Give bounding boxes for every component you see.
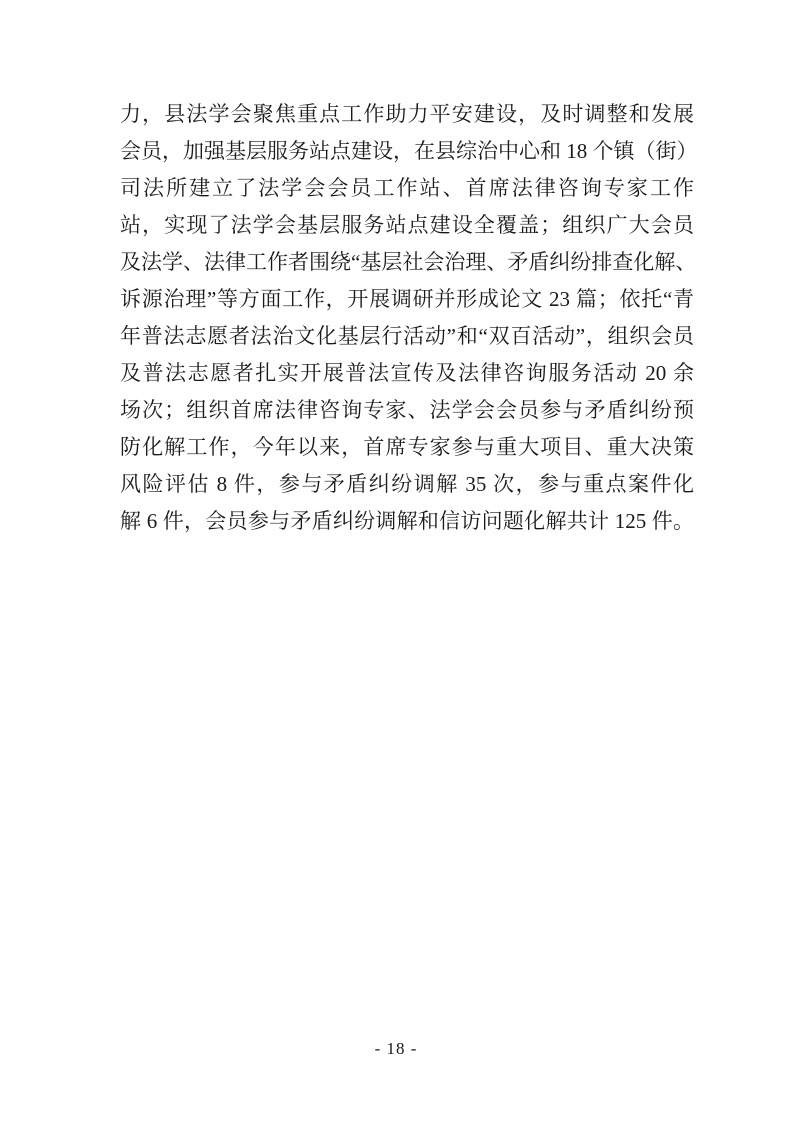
paragraph-line: 防化解工作，今年以来，首席专家参与重大项目、重大决策 [120,435,694,459]
paragraph-line: 司法所建立了法学会会员工作站、首席法律咨询专家工作 [120,176,694,200]
paragraph-line: 场次；组织首席法律咨询专家、法学会会员参与矛盾纠纷预 [120,398,694,422]
paragraph-line: 及普法志愿者扎实开展普法宣传及法律咨询服务活动 20 余 [120,361,694,385]
paragraph-line: 会员，加强基层服务站点建设，在县综治中心和 18 个镇（街） [120,139,698,163]
paragraph-line: 站，实现了法学会基层服务站点建设全覆盖；组织广大会员 [120,213,694,237]
paragraph-line: 诉源治理”等方面工作，开展调研并形成论文 23 篇；依托“青 [120,287,694,311]
page-number: - 18 - [374,1039,418,1058]
paragraph-line: 力，县法学会聚焦重点工作助力平安建设，及时调整和发展 [120,102,694,126]
paragraph-line: 风险评估 8 件，参与矛盾纠纷调解 35 次，参与重点案件化 [120,472,694,496]
page-footer [0,1039,792,1059]
paragraph-line: 及法学、法律工作者围绕“基层社会治理、矛盾纠纷排查化解、 [120,250,697,274]
paragraph-line: 年普法志愿者法治文化基层行活动”和“双百活动”，组织会员 [120,324,694,348]
paragraph-line: 解 6 件，会员参与矛盾纠纷调解和信访问题化解共计 125 件。 [120,509,694,533]
paragraph-block [120,96,698,540]
